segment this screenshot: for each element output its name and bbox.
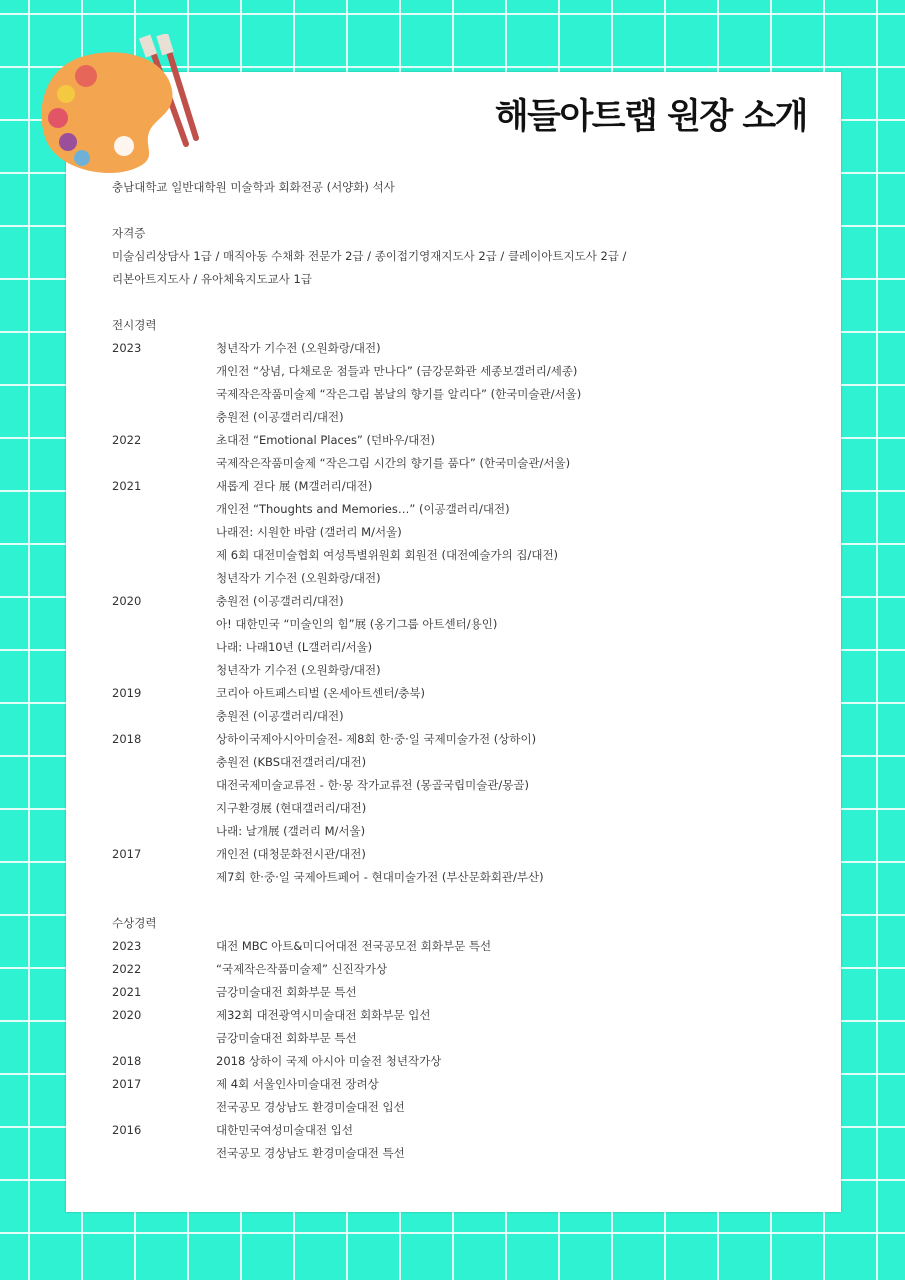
entry-text: 청년작가 기수전 (오원화랑/대전) — [216, 663, 381, 677]
entry-text: 대전국제미술교류전 - 한·몽 작가교류전 (몽골국립미술관/몽골) — [216, 778, 529, 792]
award-row — [112, 1050, 792, 1073]
certificates-heading: 자격증 — [112, 226, 146, 240]
entry-text: 제 6회 대전미술협회 여성특별위원회 회원전 (대전예술가의 집/대전) — [216, 548, 559, 562]
award-row — [112, 1027, 792, 1050]
exhibition-row — [112, 498, 792, 521]
entry-text: 지구환경展 (현대갤러리/대전) — [216, 801, 367, 815]
exhibition-row — [112, 613, 792, 636]
year-label — [112, 498, 216, 521]
year-label — [112, 1096, 216, 1119]
award-row — [112, 981, 792, 1004]
entry-text: 국제작은작품미술제 “작은그림 봄날의 향기를 알리다” (한국미술관/서울) — [216, 387, 582, 401]
entry-text: 개인전 (대청문화전시관/대전) — [216, 847, 366, 861]
entry-text: 충원전 (이공갤러리/대전) — [216, 594, 344, 608]
exhibition-row — [112, 705, 792, 728]
year-label — [112, 1142, 216, 1165]
year-label: 2019 — [112, 686, 142, 700]
page-title: 해들아트랩 원장 소개 — [494, 97, 807, 137]
year-label — [112, 567, 216, 590]
year-label: 2018 — [112, 732, 142, 746]
exhibitions-list — [112, 337, 792, 889]
exhibition-row — [112, 337, 792, 360]
entry-text: 국제작은작품미술제 “작은그림 시간의 향기를 품다” (한국미술관/서울) — [216, 456, 571, 470]
entry-text: 충원전 (이공갤러리/대전) — [216, 709, 344, 723]
exhibition-row — [112, 360, 792, 383]
year-label — [112, 797, 216, 820]
education-line: 충남대학교 일반대학원 미술학과 회화전공 (서양화) 석사 — [112, 180, 395, 194]
year-label: 2023 — [112, 939, 142, 953]
awards-heading: 수상경력 — [112, 916, 157, 930]
exhibition-row — [112, 452, 792, 475]
exhibition-row — [112, 774, 792, 797]
exhibition-row — [112, 659, 792, 682]
year-label: 2022 — [112, 433, 142, 447]
exhibition-row — [112, 429, 792, 452]
awards-list — [112, 935, 792, 1165]
certificates-line: 리본아트지도사 / 유아체육지도교사 1급 — [112, 272, 312, 286]
exhibition-row — [112, 636, 792, 659]
entry-text: 초대전 “Emotional Places” (던바우/대전) — [216, 433, 435, 447]
year-label: 2017 — [112, 1077, 142, 1091]
year-label — [112, 636, 216, 659]
award-row — [112, 958, 792, 981]
year-label — [112, 659, 216, 682]
entry-text: 제 4회 서울인사미술대전 장려상 — [216, 1077, 379, 1091]
entry-text: 상하이국제아시아미술전- 제8회 한·중·일 국제미술가전 (상하이) — [216, 732, 537, 746]
entry-text: 개인전 “Thoughts and Memories…” (이공갤러리/대전) — [216, 502, 510, 516]
year-label — [112, 521, 216, 544]
entry-text: 2018 상하이 국제 아시아 미술전 청년작가상 — [216, 1054, 442, 1068]
entry-text: 청년작가 기수전 (오원화랑/대전) — [216, 571, 381, 585]
entry-text: 제32회 대전광역시미술대전 회화부문 입선 — [216, 1008, 431, 1022]
entry-text: 충원전 (KBS대전갤러리/대전) — [216, 755, 367, 769]
entry-text: 대전 MBC 아트&미디어대전 전국공모전 회화부문 특선 — [216, 939, 492, 953]
year-label: 2022 — [112, 962, 142, 976]
exhibition-row — [112, 475, 792, 498]
exhibition-row — [112, 751, 792, 774]
exhibition-row — [112, 728, 792, 751]
entry-text: 청년작가 기수전 (오원화랑/대전) — [216, 341, 381, 355]
entry-text: 대한민국여성미술대전 입선 — [216, 1123, 353, 1137]
entry-text: 충원전 (이공갤러리/대전) — [216, 410, 344, 424]
entry-text: “국제작은작품미술제” 신진작가상 — [216, 962, 388, 976]
year-label: 2023 — [112, 341, 142, 355]
entry-text: 나래전: 시원한 바람 (갤러리 M/서울) — [216, 525, 402, 539]
year-label: 2021 — [112, 985, 142, 999]
entry-text: 제7회 한·중·일 국제아트페어 - 현대미술가전 (부산문화회관/부산) — [216, 870, 544, 884]
year-label — [112, 613, 216, 636]
year-label — [112, 751, 216, 774]
exhibition-row — [112, 521, 792, 544]
year-label — [112, 705, 216, 728]
award-row — [112, 1073, 792, 1096]
year-label — [112, 360, 216, 383]
year-label — [112, 866, 216, 889]
entry-text: 전국공모 경상남도 환경미술대전 특선 — [216, 1146, 405, 1160]
year-label — [112, 452, 216, 475]
award-row — [112, 935, 792, 958]
entry-text: 금강미술대전 회화부문 특선 — [216, 1031, 357, 1045]
award-row — [112, 1096, 792, 1119]
year-label — [112, 820, 216, 843]
year-label: 2021 — [112, 479, 142, 493]
exhibition-row — [112, 567, 792, 590]
resume-content — [112, 176, 792, 1165]
exhibition-row — [112, 797, 792, 820]
certificates-line: 미술심리상담사 1급 / 매직아동 수채화 전문가 2급 / 종이접기영재지도사 2급 / 클레이아트지도사 2급 / — [112, 249, 627, 263]
year-label — [112, 774, 216, 797]
year-label: 2016 — [112, 1123, 142, 1137]
exhibition-row — [112, 820, 792, 843]
entry-text: 나래: 나래10년 (L갤러리/서울) — [216, 640, 373, 654]
exhibition-row — [112, 590, 792, 613]
entry-text: 새롭게 걷다 展 (M갤러리/대전) — [216, 479, 373, 493]
year-label: 2017 — [112, 847, 142, 861]
year-label: 2020 — [112, 1008, 142, 1022]
award-row — [112, 1142, 792, 1165]
exhibition-row — [112, 866, 792, 889]
entry-text: 아! 대한민국 “미술인의 힘”展 (옹기그룹 아트센터/용인) — [216, 617, 498, 631]
entry-text: 나래: 날개展 (갤러리 M/서울) — [216, 824, 366, 838]
entry-text: 금강미술대전 회화부문 특선 — [216, 985, 357, 999]
exhibition-row — [112, 682, 792, 705]
award-row — [112, 1119, 792, 1142]
year-label — [112, 1027, 216, 1050]
exhibition-row — [112, 544, 792, 567]
palette-icon — [38, 34, 208, 174]
award-row — [112, 1004, 792, 1027]
exhibitions-heading: 전시경력 — [112, 318, 157, 332]
year-label — [112, 383, 216, 406]
year-label — [112, 406, 216, 429]
year-label: 2020 — [112, 594, 142, 608]
entry-text: 개인전 “상념, 다채로운 점들과 만나다” (금강문화관 세종보갤러리/세종) — [216, 364, 578, 378]
entry-text: 전국공모 경상남도 환경미술대전 입선 — [216, 1100, 405, 1114]
year-label — [112, 544, 216, 567]
exhibition-row — [112, 383, 792, 406]
year-label: 2018 — [112, 1054, 142, 1068]
entry-text: 코리아 아트페스티벌 (온세아트센터/충북) — [216, 686, 426, 700]
exhibition-row — [112, 406, 792, 429]
exhibition-row — [112, 843, 792, 866]
